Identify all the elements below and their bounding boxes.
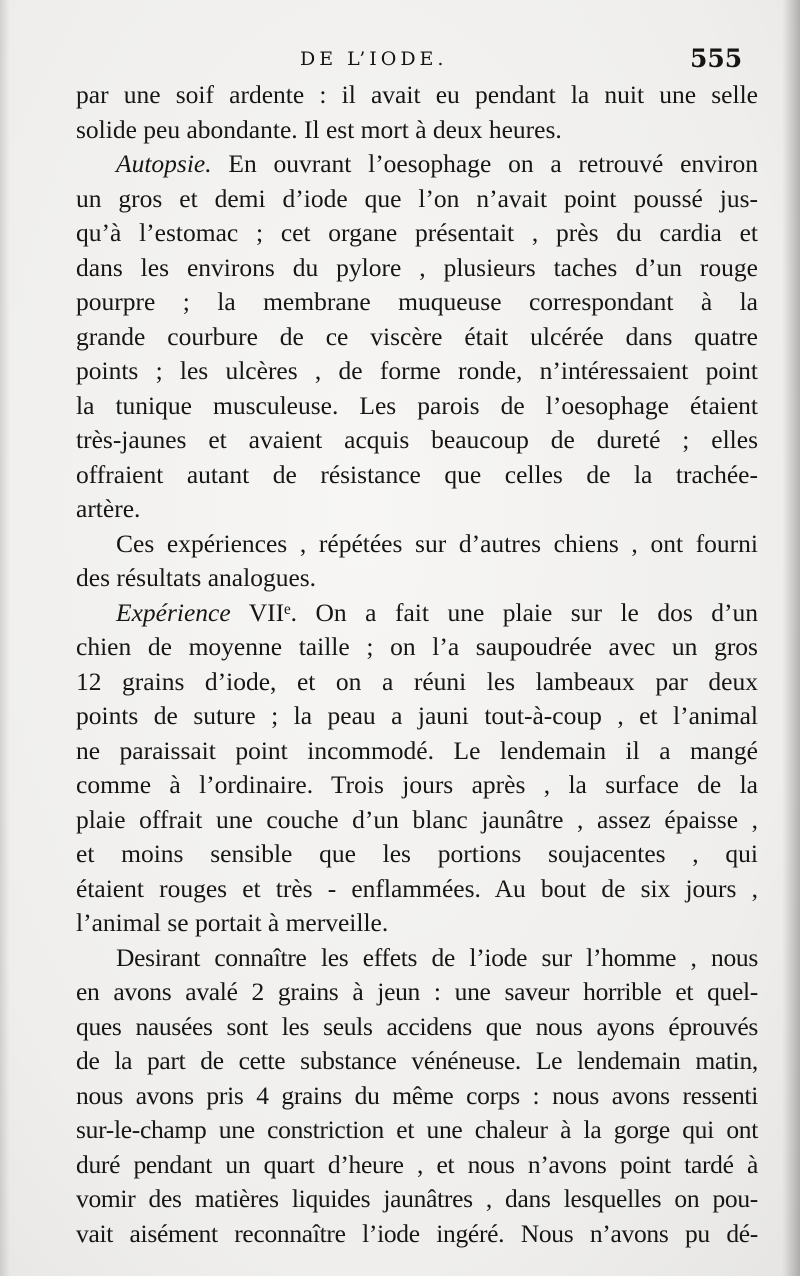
paragraph-experiences <box>76 527 758 596</box>
text-line: Desirant connaître les effets de l’iode sur l’homme , nous <box>116 942 758 972</box>
text-line: ne paraissait point incommodé. Le lendemain il a mangé <box>76 735 758 765</box>
page-number: 555 <box>690 44 743 73</box>
running-title: DE L’IODE. <box>300 48 448 70</box>
text-line: vomir des matières liquides jaunâtres , dans lesquelles on pou- <box>76 1184 758 1213</box>
line-text: En ouvrant l’oesophage on a retrouvé environ <box>211 149 758 178</box>
text-line: nous avons pris 4 grains du même corps : nous avons ressenti <box>76 1080 758 1110</box>
text-line: la tunique musculeuse. Les parois de l’oesophage étaient <box>76 390 758 420</box>
text-line: dans les environs du pylore , plusieurs taches d’un rouge <box>76 252 758 282</box>
text-line: solide peu abondante. Il est mort à deux heures. <box>76 114 562 144</box>
page-left-edge-shadow <box>0 0 10 1276</box>
text-line: plaie offrait une couche d’un blanc jaunâtre , assez épaisse , <box>76 804 758 834</box>
text-line: comme à l’ordinaire. Trois jours après , la surface de la <box>76 770 758 799</box>
text-line: ques nausées sont les seuls accidens que nous ayons éprouvés <box>76 1011 758 1041</box>
running-head <box>0 44 800 78</box>
body-text <box>76 78 758 1251</box>
text-line: par une soif ardente : il avait eu pendant la nuit une selle <box>76 80 758 109</box>
paragraph-lead: Autopsie. <box>116 149 212 178</box>
text-line: qu’à l’estomac ; cet organe présentait , près du cardia et <box>76 218 758 247</box>
text-line <box>76 147 758 182</box>
paragraph-lead-suffix: VIIᵉ. <box>230 597 298 627</box>
text-line: 12 grains d’iode, et on a réuni les lambeaux par deux <box>76 666 758 696</box>
text-line: des résultats analogues. <box>76 563 317 592</box>
paragraph-autopsie <box>76 147 758 527</box>
text-line: en avons avalé 2 grains à jeun : une saveur horrible et quel- <box>76 977 758 1006</box>
text-line: pourpre ; la membrane muqueuse correspondant à la <box>76 287 758 316</box>
text-line: duré pendant un quart d’heure , et nous n’avons point tardé à <box>76 1149 758 1179</box>
paragraph-desirant <box>76 941 758 1252</box>
line-text: On a fait une plaie sur le dos d’un <box>297 597 758 627</box>
text-line: vait aisément reconnaître l’iode ingéré. Nous n’avons pu dé- <box>76 1218 758 1248</box>
text-line: offraient autant de résistance que celles de la trachée- <box>76 459 758 489</box>
text-line: étaient rouges et très - enflammées. Au bout de six jours , <box>76 873 758 903</box>
paragraph-continuation <box>76 78 758 147</box>
text-line: très-jaunes et avaient acquis beaucoup de dureté ; elles <box>76 425 758 454</box>
text-line: artère. <box>76 494 141 523</box>
text-line: l’animal se portait à merveille. <box>76 908 389 937</box>
text-line: sur-le-champ une constriction et une chaleur à la gorge qui ont <box>76 1115 758 1144</box>
text-line: de la part de cette substance vénéneuse. Le lendemain matin, <box>76 1046 758 1075</box>
text-line: chien de moyenne taille ; on l’a saupoudrée avec un gros <box>76 632 758 661</box>
text-line: et moins sensible que les portions soujacentes , qui <box>76 839 758 868</box>
paragraph-experience-vii <box>76 596 758 941</box>
text-line: un gros et demi d’iode que l’on n’avait point poussé jus- <box>76 183 758 213</box>
text-line: points de suture ; la peau a jauni tout-à-coup , et l’animal <box>76 701 758 730</box>
text-line <box>76 596 758 631</box>
text-line: points ; les ulcères , de forme ronde, n’intéressaient point <box>76 356 758 385</box>
page-right-edge-shadow <box>782 0 800 1276</box>
text-line: grande courbure de ce viscère était ulcérée dans quatre <box>76 321 758 351</box>
paragraph-lead: Expérience <box>116 597 231 627</box>
text-line: Ces expériences , répétées sur d’autres chiens , ont fourni <box>116 528 758 558</box>
